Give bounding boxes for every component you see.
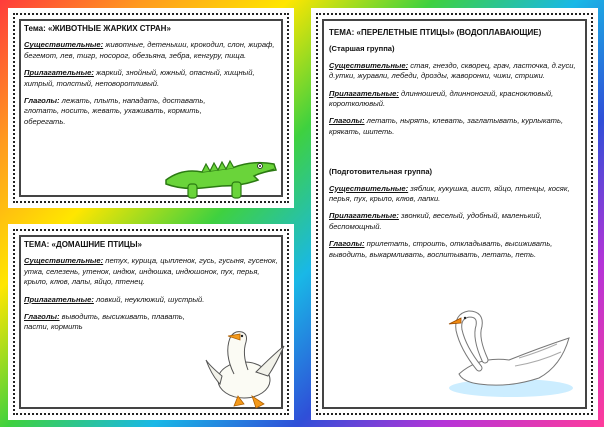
nouns-paragraph	[24, 40, 278, 61]
preparatory-group-heading: (Подготовительная группа)	[329, 167, 433, 177]
prep-nouns-paragraph	[329, 184, 582, 205]
verbs-text: летать, нырять, клевать, заглатывать, курлыкать, крякать, шипеть.	[329, 116, 564, 136]
verbs-label: Глаголы:	[24, 96, 60, 106]
adjectives-label: Прилагательные:	[329, 88, 399, 98]
swan-illustration	[439, 308, 579, 400]
card-migratory-birds	[311, 8, 598, 420]
nouns-label: Существительные:	[24, 40, 104, 50]
nouns-text: зяблик, кукушка, аист, яйцо, птенцы, косяк, перья, пух, крыло, клюв, лапки.	[329, 183, 570, 204]
senior-adjectives-paragraph	[329, 89, 582, 110]
senior-group-heading: (Старшая группа)	[329, 44, 395, 54]
adjectives-label: Прилагательные:	[24, 68, 94, 78]
senior-verbs-paragraph	[329, 116, 582, 137]
adjectives-text: ловкий, неуклюжий, шустрый.	[93, 294, 205, 304]
senior-nouns-paragraph	[329, 61, 582, 82]
card-title: Тема: «ЖИВОТНЫЕ ЖАРКИХ СТРАН»	[24, 24, 171, 33]
verbs-text: лежать, плыть, нападать, доставать, глотать, носить, жевать, ухаживать, кормить, оберегать.	[24, 96, 206, 126]
card-title: ТЕМА: «ДОМАШНИЕ ПТИЦЫ»	[24, 240, 142, 249]
goose-illustration	[204, 324, 288, 410]
adjectives-text: звонкий, веселый, удобный, маленький, беспомощный.	[329, 211, 542, 231]
nouns-text: петух, курица, цыпленок, гусь, гусыня, гусенок, утка, селезень, утенок, индюк, индюшка, индюшонок, пух, перья, крыло, клюв, лапы, яйцо, птенец.	[24, 256, 278, 287]
adjectives-paragraph	[24, 295, 278, 305]
crocodile-illustration	[162, 150, 282, 202]
verbs-text: прилетать, строить, откладывать, высиживать, выводить, выкармливать, воспитывать, летать, петь.	[329, 239, 553, 259]
verbs-text: выводить, высиживать, плавать, пасти, кормить	[24, 312, 185, 332]
adjectives-paragraph	[24, 68, 278, 89]
prep-verbs-paragraph	[329, 239, 582, 260]
card-title: ТЕМА: «ПЕРЕЛЕТНЫЕ ПТИЦЫ» (ВОДОПЛАВАЮЩИЕ)	[329, 28, 542, 37]
verbs-label: Глаголы:	[329, 116, 365, 126]
adjectives-label: Прилагательные:	[329, 211, 399, 221]
card-hot-countries-animals	[8, 8, 294, 208]
nouns-text: стая, гнездо, скворец, грач, ласточка, д.гуси, д.утки, журавли, лебеди, дрозды, жаворонки, чижи, стрижи.	[329, 60, 576, 81]
nouns-text: животные, детеныши, крокодил, слон, жираф, бегемот, лев, тигр, носорог, обезьяна, зебра, кенгуру, пища.	[24, 40, 275, 60]
adjectives-text: длинношеий, длинноногий, красноклювый, коротколювый.	[329, 88, 554, 109]
nouns-label: Существительные:	[24, 256, 104, 266]
verbs-label: Глаголы:	[329, 239, 365, 249]
verbs-label: Глаголы:	[24, 312, 60, 322]
nouns-label: Существительные:	[329, 60, 409, 70]
nouns-label: Существительные:	[329, 183, 409, 193]
prep-adjectives-paragraph	[329, 211, 582, 232]
verbs-paragraph	[24, 96, 224, 127]
adjectives-label: Прилагательные:	[24, 294, 94, 304]
adjectives-text: жаркий, знойный, южный, опасный, хищный, хитрый, толстый, неповоротливый.	[24, 68, 255, 88]
card-domestic-birds	[8, 224, 294, 420]
verbs-paragraph	[24, 312, 204, 333]
nouns-paragraph	[24, 256, 278, 287]
